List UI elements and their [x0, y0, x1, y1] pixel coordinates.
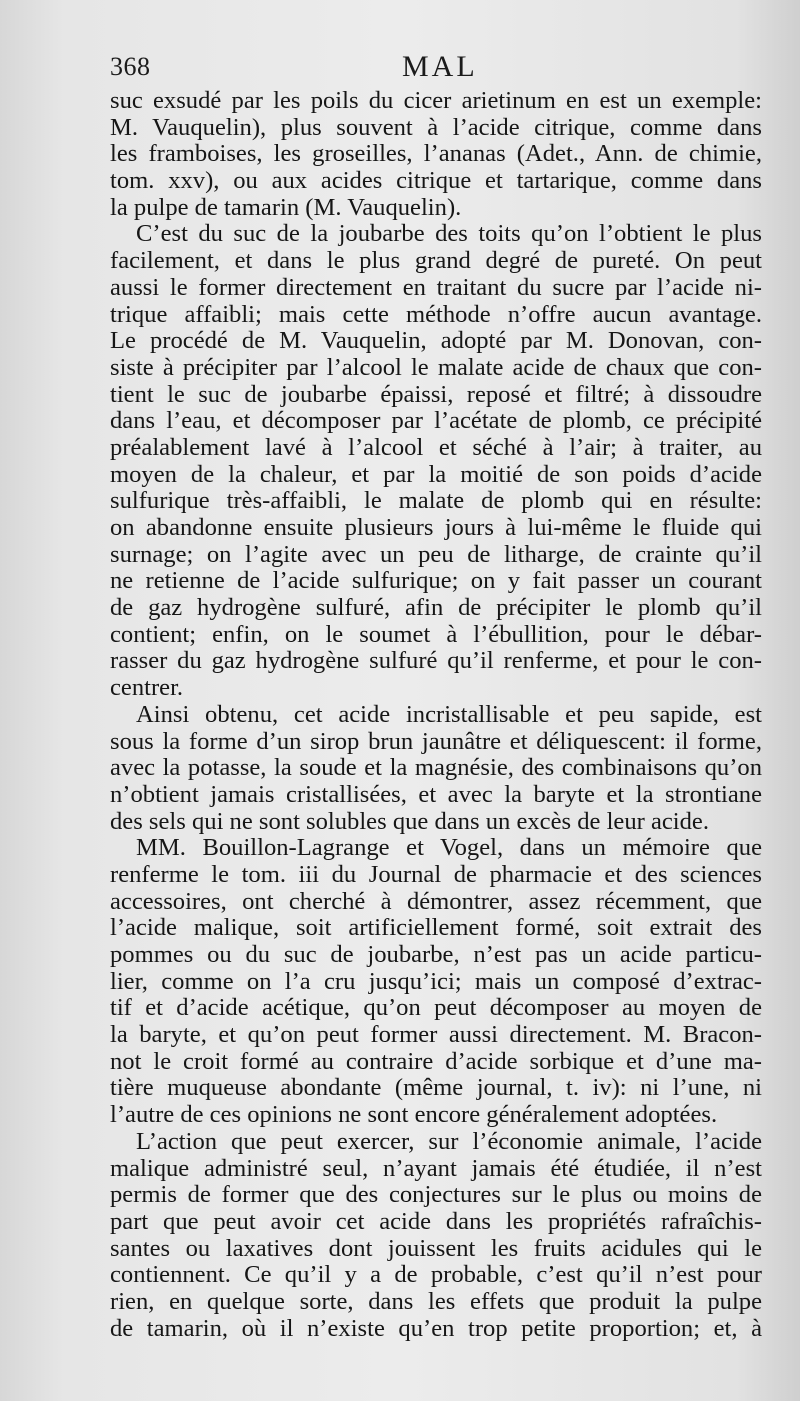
text-line: ne retienne de l’acide sulfurique; on y fait passer un courant	[110, 568, 762, 595]
text-line: surnage; on l’agite avec un peu de litharge, de crainte qu’il	[110, 541, 762, 568]
text-line: dans l’eau, et décomposer par l’acétate de plomb, ce précipité	[110, 408, 762, 435]
text-line: Ainsi obtenu, cet acide incristallisable et peu sapide, est	[136, 701, 762, 728]
text-line: siste à précipiter par l’alcool le malate acide de chaux que con-	[110, 354, 762, 381]
text-line: rien, en quelque sorte, dans les effets que produit la pulpe	[110, 1288, 762, 1315]
text-line: on abandonne ensuite plusieurs jours à lui-même le fluide qui	[110, 515, 762, 541]
text-line: de tamarin, où il n’existe qu’en trop petite proportion; et, à	[110, 1315, 762, 1342]
text-line: tom. xxv), ou aux acides citrique et tartarique, comme dans	[110, 168, 762, 195]
text-line: moyen de la chaleur, et par la moitié de son poids d’acide	[110, 461, 762, 488]
text-line: M. Vauquelin), plus souvent à l’acide citrique, comme dans	[110, 114, 762, 141]
text-line: de gaz hydrogène sulfuré, afin de précipiter le plomb qu’il	[110, 595, 762, 622]
text-line: centrer.	[110, 675, 184, 702]
text-line: la baryte, et qu’on peut former aussi directement. M. Bracon-	[110, 1022, 762, 1049]
text-line: tif et d’acide acétique, qu’on peut décomposer au moyen de	[110, 995, 762, 1022]
text-line: L’action que peut exercer, sur l’économie animale, l’acide	[136, 1128, 762, 1155]
text-line: avec la potasse, la soude et la magnésie, des combinaisons qu’on	[110, 755, 762, 782]
text-line: trique affaibli; mais cette méthode n’offre aucun avantage.	[110, 301, 762, 328]
text-line: MM. Bouillon-Lagrange et Vogel, dans un mémoire que	[136, 835, 762, 862]
text-line: Le procédé de M. Vauquelin, adopté par M. Donovan, con-	[110, 328, 762, 355]
text-line: contiennent. Ce qu’il y a de probable, c’est qu’il n’est pour	[110, 1262, 762, 1289]
text-line: part que peut avoir cet acide dans les propriétés rafraîchis-	[110, 1208, 762, 1235]
text-line: renferme le tom. iii du Journal de pharmacie et des sciences	[110, 861, 762, 888]
text-line: not le croit formé au contraire d’acide sorbique et d’une ma-	[110, 1048, 762, 1075]
text-line: l’acide malique, soit artificiellement formé, soit extrait des	[110, 915, 762, 942]
text-line: la pulpe de tamarin (M. Vauquelin).	[110, 194, 462, 221]
text-line: préalablement lavé à l’alcool et séché à l’air; à traiter, au	[110, 434, 762, 461]
page-header	[110, 52, 760, 84]
body-text	[110, 88, 762, 1342]
text-line: n’obtient jamais cristallisées, et avec la baryte et la strontiane	[110, 781, 762, 808]
text-line: tière muqueuse abondante (même journal, t. iv): ni l’une, ni	[110, 1075, 762, 1102]
text-line: l’autre de ces opinions ne sont encore généralement adoptées.	[110, 1102, 718, 1129]
text-line: permis de former que des conjectures sur le plus ou moins de	[110, 1182, 762, 1209]
text-line: sous la forme d’un sirop brun jaunâtre et déliquescent: il forme,	[110, 728, 762, 755]
text-line: accessoires, ont cherché à démontrer, assez récemment, que	[110, 888, 762, 915]
text-line: rasser du gaz hydrogène sulfuré qu’il renferme, et pour le con-	[110, 648, 762, 675]
text-line: lier, comme on l’a cru jusqu’ici; mais un composé d’extrac-	[110, 968, 762, 995]
text-line: les framboises, les groseilles, l’ananas (Adet., Ann. de chimie,	[110, 141, 762, 168]
text-line: santes ou laxatives dont jouissent les fruits acidules qui le	[110, 1235, 762, 1262]
text-line: des sels qui ne sont solubles que dans un excès de leur acide.	[110, 808, 709, 835]
running-head: MAL	[402, 50, 478, 83]
page-number: 368	[110, 52, 151, 81]
text-line: suc exsudé par les poils du cicer arietinum en est un exemple:	[110, 88, 762, 114]
text-line: C’est du suc de la joubarbe des toits qu’on l’obtient le plus	[136, 221, 762, 248]
text-line: pommes ou du suc de joubarbe, n’est pas un acide particu-	[110, 942, 762, 968]
text-line: facilement, et dans le plus grand degré de pureté. On peut	[110, 248, 762, 275]
text-line: malique administré seul, n’ayant jamais été étudiée, il n’est	[110, 1155, 762, 1182]
text-line: sulfurique très-affaibli, le malate de plomb qui en résulte:	[110, 488, 762, 515]
text-line: contient; enfin, on le soumet à l’ébullition, pour le débar-	[110, 621, 762, 648]
text-line: aussi le former directement en traitant du sucre par l’acide ni-	[110, 274, 762, 301]
text-line: tient le suc de joubarbe épaissi, reposé et filtré; à dissoudre	[110, 381, 762, 408]
